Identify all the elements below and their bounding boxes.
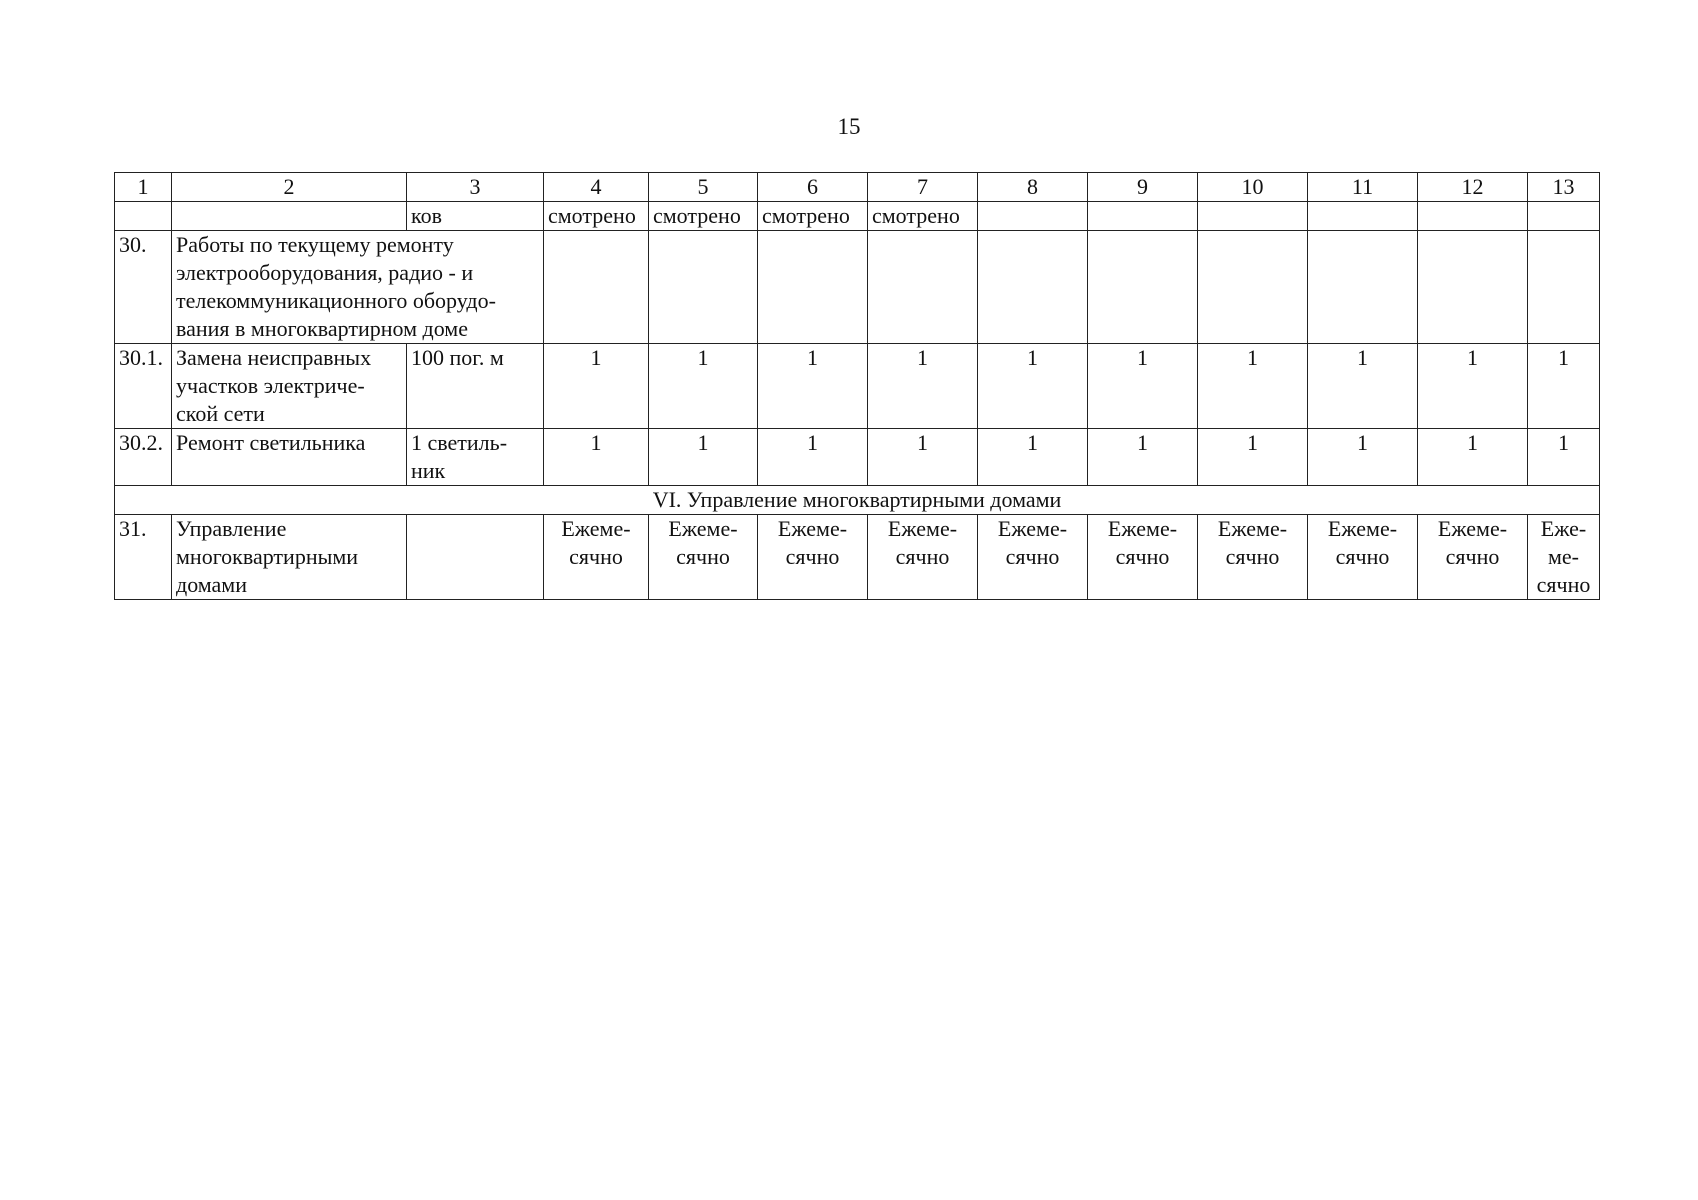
- value-cell: Ежеме- сячно: [1088, 515, 1198, 600]
- unit-cell: ков: [407, 202, 544, 231]
- row-number-cell: 30.: [115, 231, 172, 344]
- work-name-cell: [172, 202, 407, 231]
- row-number-cell: [115, 202, 172, 231]
- value-cell: 1: [1528, 429, 1600, 486]
- value-cell: [758, 231, 868, 344]
- column-number: 4: [544, 173, 649, 202]
- value-cell: [1528, 202, 1600, 231]
- page-number: 15: [837, 114, 861, 139]
- row-number-cell: 30.1.: [115, 344, 172, 429]
- value-cell: Ежеме- сячно: [868, 515, 978, 600]
- value-cell: 1: [1198, 344, 1308, 429]
- value-cell: [868, 231, 978, 344]
- value-cell: 1: [1308, 344, 1418, 429]
- value-cell: 1: [1088, 429, 1198, 486]
- value-cell: Еже- ме- сячно: [1528, 515, 1600, 600]
- unit-cell: [407, 515, 544, 600]
- column-number: 1: [115, 173, 172, 202]
- value-cell: [978, 231, 1088, 344]
- column-number: 12: [1418, 173, 1528, 202]
- value-cell: 1: [544, 429, 649, 486]
- value-cell: 1: [1528, 344, 1600, 429]
- value-cell: смотрено: [544, 202, 649, 231]
- value-cell: 1: [758, 344, 868, 429]
- column-number: 11: [1308, 173, 1418, 202]
- column-number: 13: [1528, 173, 1600, 202]
- unit-cell: 100 пог. м: [407, 344, 544, 429]
- value-cell: 1: [1418, 344, 1528, 429]
- value-cell: [1528, 231, 1600, 344]
- value-cell: 1: [868, 344, 978, 429]
- value-cell: [1198, 202, 1308, 231]
- value-cell: Ежеме- сячно: [649, 515, 758, 600]
- column-number: 3: [407, 173, 544, 202]
- work-name-cell: Работы по текущему ремонту электрооборудования, радио - и телекоммуникационного оборудо- вания в многоквартирном доме: [172, 231, 544, 344]
- work-name-cell: Ремонт светильника: [172, 429, 407, 486]
- row-number-cell: 31.: [115, 515, 172, 600]
- value-cell: 1: [1308, 429, 1418, 486]
- value-cell: 1: [758, 429, 868, 486]
- row-number-cell: 30.2.: [115, 429, 172, 486]
- value-cell: 1: [1088, 344, 1198, 429]
- value-cell: [1088, 231, 1198, 344]
- unit-cell: 1 светиль- ник: [407, 429, 544, 486]
- column-number: 6: [758, 173, 868, 202]
- value-cell: [649, 231, 758, 344]
- column-number: 2: [172, 173, 407, 202]
- value-cell: Ежеме- сячно: [758, 515, 868, 600]
- continuation-row: [115, 202, 1600, 231]
- table-row: [115, 515, 1600, 600]
- value-cell: 1: [544, 344, 649, 429]
- header-row: [115, 173, 1600, 202]
- column-number: 7: [868, 173, 978, 202]
- work-name-cell: Замена неисправных участков электриче- ской сети: [172, 344, 407, 429]
- value-cell: [1418, 231, 1528, 344]
- value-cell: смотрено: [868, 202, 978, 231]
- value-cell: 1: [978, 344, 1088, 429]
- value-cell: смотрено: [758, 202, 868, 231]
- column-number: 5: [649, 173, 758, 202]
- value-cell: [1088, 202, 1198, 231]
- table-row: [115, 429, 1600, 486]
- value-cell: 1: [1198, 429, 1308, 486]
- value-cell: Ежеме- сячно: [544, 515, 649, 600]
- value-cell: смотрено: [649, 202, 758, 231]
- value-cell: 1: [649, 429, 758, 486]
- table-row: [115, 344, 1600, 429]
- table-row: [115, 231, 1600, 344]
- value-cell: Ежеме- сячно: [1418, 515, 1528, 600]
- value-cell: [1308, 231, 1418, 344]
- value-cell: 1: [1418, 429, 1528, 486]
- value-cell: [1198, 231, 1308, 344]
- section-title: VI. Управление многоквартирными домами: [115, 486, 1600, 515]
- work-name-cell: Управление многоквартирными домами: [172, 515, 407, 600]
- value-cell: 1: [868, 429, 978, 486]
- value-cell: Ежеме- сячно: [1308, 515, 1418, 600]
- value-cell: Ежеме- сячно: [1198, 515, 1308, 600]
- column-number: 10: [1198, 173, 1308, 202]
- value-cell: Ежеме- сячно: [978, 515, 1088, 600]
- column-number: 8: [978, 173, 1088, 202]
- value-cell: [544, 231, 649, 344]
- value-cell: [1308, 202, 1418, 231]
- value-cell: [978, 202, 1088, 231]
- section-row: [115, 486, 1600, 515]
- value-cell: [1418, 202, 1528, 231]
- value-cell: 1: [649, 344, 758, 429]
- column-number: 9: [1088, 173, 1198, 202]
- works-schedule-table: [114, 172, 1600, 600]
- value-cell: 1: [978, 429, 1088, 486]
